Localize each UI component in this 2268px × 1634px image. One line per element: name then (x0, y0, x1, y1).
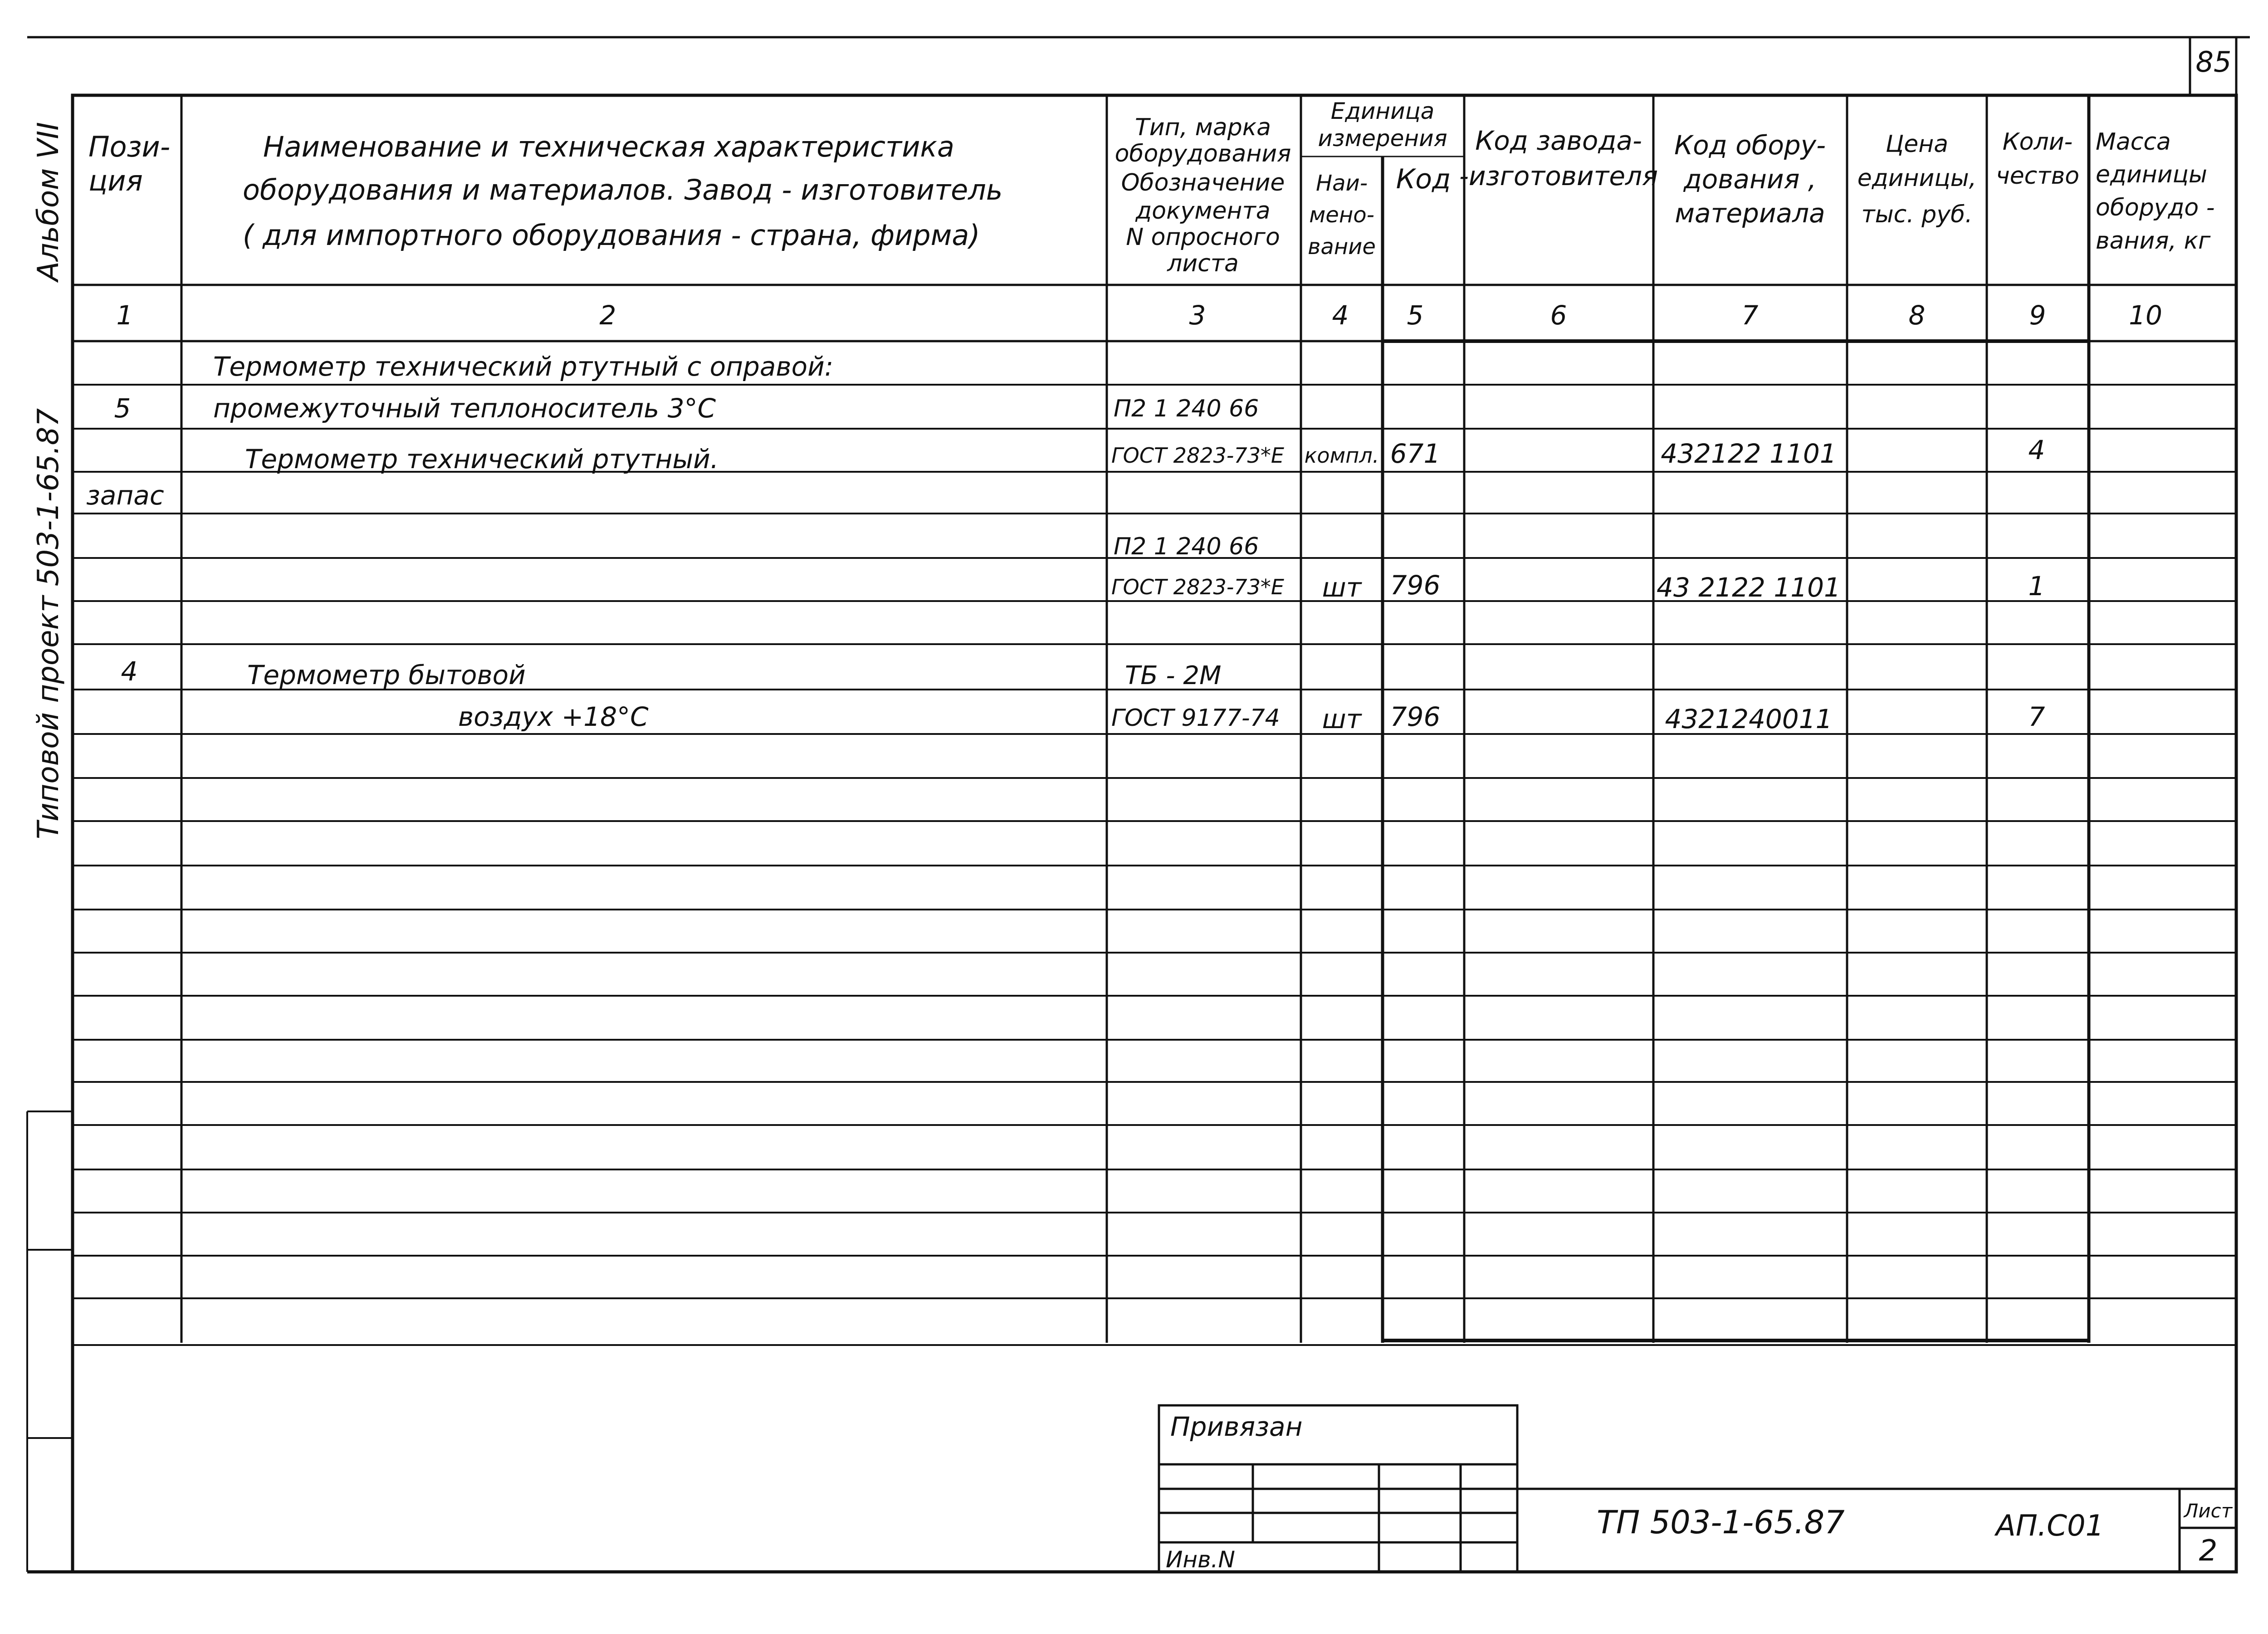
row-doc: ТБ - 2М (1125, 661, 1222, 690)
header-text: вания, кг (2096, 227, 2211, 254)
row-name: промежуточный теплоноситель 3°С (213, 393, 716, 424)
row-position: запас (86, 480, 164, 511)
column-number: 2 (599, 300, 616, 331)
table-header (88, 98, 2215, 277)
column-number: 4 (1332, 300, 1349, 331)
header-text: Цена (1885, 131, 1949, 158)
column-number: 3 (1189, 300, 1206, 331)
header-col5: Код (1396, 163, 1451, 195)
title-block-grid (1159, 1405, 2236, 1572)
row-name: Термометр бытовой (247, 660, 526, 690)
row-unit: компл. (1304, 443, 1379, 468)
row-doc: П2 1 240 66 (1114, 395, 1259, 422)
header-text: оборудования (1114, 140, 1291, 167)
header-col8 (1857, 131, 1977, 228)
header-text: оборудования и материалов. Завод - изготовитель (243, 173, 1003, 206)
header-text: -изготовителя (1459, 161, 1658, 191)
header-text: мено- (1309, 202, 1374, 228)
row-name: Термометр технический ртутный. (245, 444, 719, 475)
header-text: Код завода- (1475, 125, 1642, 156)
document-code: ТП 503-1-65.87 (1597, 1504, 1845, 1541)
section-code: АП.С01 (1996, 1509, 2104, 1543)
row-doc: ГОСТ 2823-73*Е (1111, 443, 1284, 468)
header-text: единицы, (1857, 165, 1977, 192)
attached-label: Привязан (1170, 1411, 1303, 1442)
row-quantity: 4 (2028, 435, 2045, 465)
header-col2 (243, 130, 1002, 252)
header-col4 (1308, 171, 1376, 259)
row-quantity: 1 (2028, 571, 2045, 602)
header-text: Наи- (1315, 171, 1368, 196)
row-unit-code: 796 (1390, 701, 1441, 732)
column-number: 5 (1407, 300, 1424, 331)
row-unit: шт (1322, 572, 1362, 603)
row-name: воздух +18°С (458, 701, 649, 732)
header-text: дования , (1683, 164, 1817, 195)
header-text: ция (88, 164, 143, 197)
column-number: 9 (2029, 300, 2046, 331)
column-number: 8 (1908, 300, 1926, 331)
row-unit: шт (1322, 704, 1362, 734)
footer-crop (1542, 1587, 2236, 1634)
row-unit-code: 796 (1390, 570, 1441, 601)
header-text: измерения (1318, 125, 1447, 152)
header-text: вание (1308, 234, 1376, 259)
side-album-label: Альбом VII (32, 122, 65, 281)
sheet-number: 2 (2199, 1534, 2218, 1568)
header-col10 (2096, 128, 2215, 254)
row-material-code: 432122 1101 (1661, 438, 1837, 469)
row-doc: ГОСТ 9177-74 (1111, 704, 1280, 732)
row-doc: П2 1 240 66 (1114, 533, 1259, 560)
side-project-label: Типовой проект 503-1-65.87 (32, 408, 65, 839)
header-text: Тип, марка (1135, 114, 1271, 141)
header-text: ( для импортного оборудования - страна, фирма) (243, 219, 980, 252)
header-text: Масса (2096, 128, 2171, 156)
header-text: Коли- (2002, 128, 2073, 156)
header-text: единицы (2096, 161, 2207, 188)
table-body (86, 351, 2045, 734)
column-number: 10 (2129, 300, 2162, 331)
header-col9 (1996, 128, 2079, 190)
header-text: N опросного (1126, 224, 1280, 251)
header-col1 (88, 130, 170, 197)
column-number: 7 (1741, 300, 1759, 331)
header-col3 (1115, 114, 1291, 277)
column-number: 1 (116, 300, 133, 331)
header-text: чество (1995, 162, 2080, 190)
column-numbers-row (117, 300, 2162, 331)
row-doc: ГОСТ 2823-73*Е (1111, 575, 1284, 599)
header-text: Обозначение (1121, 169, 1285, 196)
row-position: 4 (121, 656, 138, 687)
row-material-code: 4321240011 (1665, 704, 1833, 734)
column-number: 6 (1550, 300, 1567, 331)
sheet-label: Лист (2184, 1500, 2233, 1522)
header-text: Пози- (88, 130, 171, 163)
row-material-code: 43 2122 1101 (1657, 572, 1841, 603)
page-number: 85 (2195, 45, 2232, 78)
row-rules (73, 385, 2236, 1298)
header-text: листа (1167, 250, 1239, 277)
header-text: Наименование и техническая характеристика (263, 130, 954, 163)
header-text: Единица (1330, 98, 1435, 124)
inventory-number-label: Инв.N (1166, 1546, 1235, 1573)
header-text: тыс. руб. (1861, 201, 1973, 228)
header-col45 (1318, 98, 1447, 152)
header-text: Код обору- (1674, 130, 1826, 161)
row-unit-code: 671 (1390, 438, 1441, 469)
header-col7 (1674, 130, 1826, 229)
header-col6 (1459, 125, 1658, 191)
side-stamp-grid (27, 1111, 73, 1572)
row-quantity: 7 (2028, 701, 2045, 732)
row-name: Термометр технический ртутный с оправой: (213, 351, 834, 382)
header-text: документа (1135, 197, 1271, 225)
header-text: оборудо - (2096, 194, 2215, 221)
row-position: 5 (114, 393, 131, 424)
header-text: материала (1675, 198, 1825, 229)
